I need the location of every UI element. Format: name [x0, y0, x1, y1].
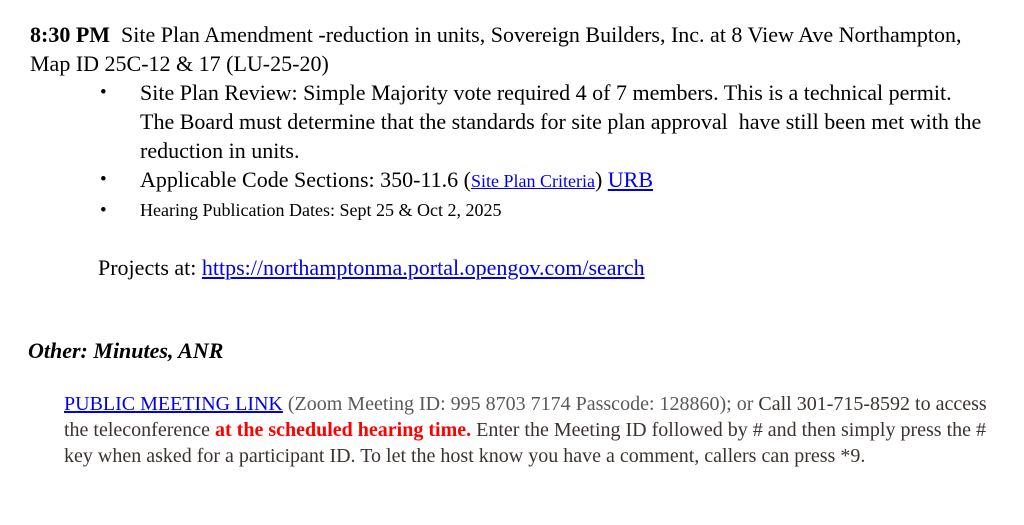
bullet-icon: • [100, 169, 107, 190]
agenda-item-heading [30, 20, 967, 78]
agenda-bullet-list [100, 78, 1024, 225]
agenda-item-title: Site Plan Amendment -reduction in units, Sovereign Builders, Inc. at 8 View Ave Northampton, Map ID 25C-12 & 17 (LU-25-20) [30, 22, 967, 76]
hearing-time-alert: at the scheduled hearing time. [215, 419, 472, 441]
bullet-hearing-dates [100, 196, 1024, 225]
call-info: Call 301-715-8592 to access the teleconference [64, 393, 992, 441]
site-plan-review-text: Site Plan Review: Simple Majority vote required 4 of 7 members. This is a technical permit. The Board must determine that the standards for site plan approval have still been met with the reduction in units. [140, 80, 987, 163]
agenda-item-time: 8:30 PM [30, 22, 111, 47]
meeting-access-paragraph [64, 391, 996, 469]
projects-label: Projects at: [98, 255, 202, 280]
participant-instructions: Enter the Meeting ID followed by # and then simply press the # key when asked for a participant ID. To let the host know you have a comment, callers can press *9. [64, 419, 992, 467]
site-plan-criteria-link[interactable]: Site Plan Criteria [470, 171, 595, 191]
code-sections-text [140, 165, 988, 196]
bullet-icon: • [100, 200, 107, 221]
bullet-code-sections [100, 165, 1024, 196]
code-sections-separator: ) [594, 167, 608, 192]
code-sections-prefix: Applicable Code Sections: 350-11.6 ( [140, 167, 471, 192]
hearing-dates-text: Hearing Publication Dates: Sept 25 & Oct 2, 2025 [140, 200, 502, 220]
zoom-meeting-details: (Zoom Meeting ID: 995 8703 7174 Passcode: 128860); or [282, 393, 759, 415]
public-meeting-link[interactable]: PUBLIC MEETING LINK [64, 393, 283, 415]
other-section-heading: Other: Minutes, ANR [28, 338, 224, 363]
urb-link[interactable]: URB [607, 167, 654, 192]
projects-portal-link[interactable]: https://northamptonma.portal.opengov.com/search [201, 255, 645, 280]
bullet-icon: • [100, 82, 107, 103]
projects-line [98, 253, 998, 282]
bullet-site-plan-review [100, 78, 1024, 165]
